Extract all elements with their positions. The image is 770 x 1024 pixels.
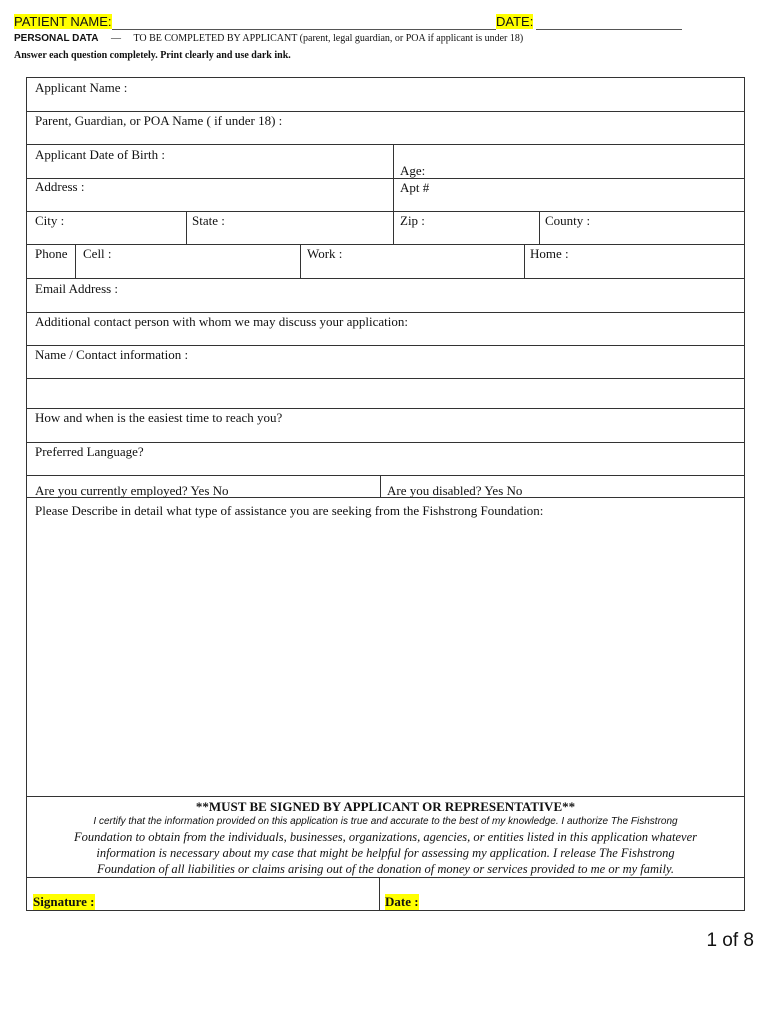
work-field[interactable] — [300, 245, 524, 278]
row-phone — [27, 245, 744, 279]
county-label: County : — [545, 213, 591, 228]
signature-date-field[interactable] — [379, 878, 745, 910]
best-time-label: How and when is the easiest time to reach you? — [35, 410, 283, 425]
row-city-state — [27, 212, 744, 245]
certification-line-4: Foundation of all liabilities or claims arising out of the donation of money or services provided to me or my family. — [97, 862, 674, 876]
age-label: Age: — [400, 163, 426, 178]
row-signature — [27, 878, 744, 910]
instructions: Answer each question completely. Print clearly and use dark ink. — [14, 50, 291, 61]
row-name-contact[interactable] — [27, 346, 744, 379]
address-label: Address : — [35, 179, 85, 194]
patient-name-label: PATIENT NAME: — [14, 14, 112, 29]
home-label: Home : — [530, 246, 569, 261]
certification-block — [27, 797, 744, 878]
patient-name-line[interactable] — [112, 29, 496, 30]
city-label: City : — [35, 213, 65, 228]
apt-label: Apt # — [400, 180, 430, 195]
apt-field[interactable] — [393, 179, 745, 211]
phone-label: Phone — [35, 246, 68, 261]
row-email[interactable] — [27, 279, 744, 313]
header-date-line[interactable] — [536, 29, 682, 30]
language-label: Preferred Language? — [35, 444, 144, 459]
cell-label: Cell : — [83, 246, 112, 261]
row-applicant-name[interactable] — [27, 78, 744, 112]
completion-note: TO BE COMPLETED BY APPLICANT (parent, legal guardian, or POA if applicant is under 18) — [133, 33, 524, 44]
dash-separator: — — [110, 33, 121, 44]
certification-line-2: Foundation to obtain from the individuals, businesses, organizations, agencies, or entities listed in this application whatever — [74, 830, 697, 844]
cell-field[interactable] — [75, 245, 300, 278]
county-field[interactable] — [539, 212, 745, 244]
work-label: Work : — [307, 246, 343, 261]
personal-data-label: PERSONAL DATA — [14, 33, 99, 44]
page-number: 1 of 8 — [706, 930, 754, 951]
row-assistance[interactable] — [27, 498, 744, 797]
additional-contact-label: Additional contact person with whom we may discuss your application: — [35, 314, 408, 329]
row-guardian-name[interactable] — [27, 112, 744, 145]
home-field[interactable] — [524, 245, 745, 278]
disabled-field[interactable] — [380, 476, 745, 497]
state-field[interactable] — [186, 212, 393, 244]
dob-label: Applicant Date of Birth : — [35, 147, 165, 162]
name-contact-label: Name / Contact information : — [35, 347, 189, 362]
employed-field[interactable] — [27, 476, 380, 497]
disabled-label: Are you disabled? Yes No — [387, 483, 523, 498]
signature-label: Signature : — [33, 894, 95, 909]
zip-field[interactable] — [393, 212, 539, 244]
row-additional-contact[interactable] — [27, 313, 744, 346]
row-language[interactable] — [27, 443, 744, 476]
address-field[interactable] — [27, 179, 393, 211]
header-date-label: DATE: — [496, 14, 534, 29]
patient-header-line — [14, 14, 682, 32]
row-address — [27, 179, 744, 212]
city-field[interactable] — [27, 212, 186, 244]
signature-field[interactable] — [27, 878, 379, 910]
certification-line-1: I certify that the information provided on this application is true and accurate to the best of my knowledge. I authorize The Fishstrong — [93, 816, 678, 827]
signature-date-label: Date : — [385, 894, 419, 909]
employed-label: Are you currently employed? Yes No — [35, 483, 229, 498]
applicant-name-label: Applicant Name : — [35, 80, 128, 95]
application-form — [26, 77, 745, 911]
row-best-time[interactable] — [27, 409, 744, 443]
age-field[interactable] — [393, 145, 745, 178]
certification-title: **MUST BE SIGNED BY APPLICANT OR REPRESENTATIVE** — [195, 799, 576, 814]
assistance-label: Please Describe in detail what type of assistance you are seeking from the Fishstrong Foundation: — [35, 503, 544, 518]
guardian-name-label: Parent, Guardian, or POA Name ( if under 18) : — [35, 113, 283, 128]
state-label: State : — [192, 213, 225, 228]
row-blank-contact[interactable] — [27, 379, 744, 409]
dob-field[interactable] — [27, 145, 393, 178]
certification-line-3: information is necessary about my case that might be helpful for assessing my application. I release The Fishstrong — [96, 846, 675, 860]
row-employment — [27, 476, 744, 498]
zip-label: Zip : — [400, 213, 425, 228]
email-label: Email Address : — [35, 281, 119, 296]
personal-data-line — [14, 33, 523, 44]
